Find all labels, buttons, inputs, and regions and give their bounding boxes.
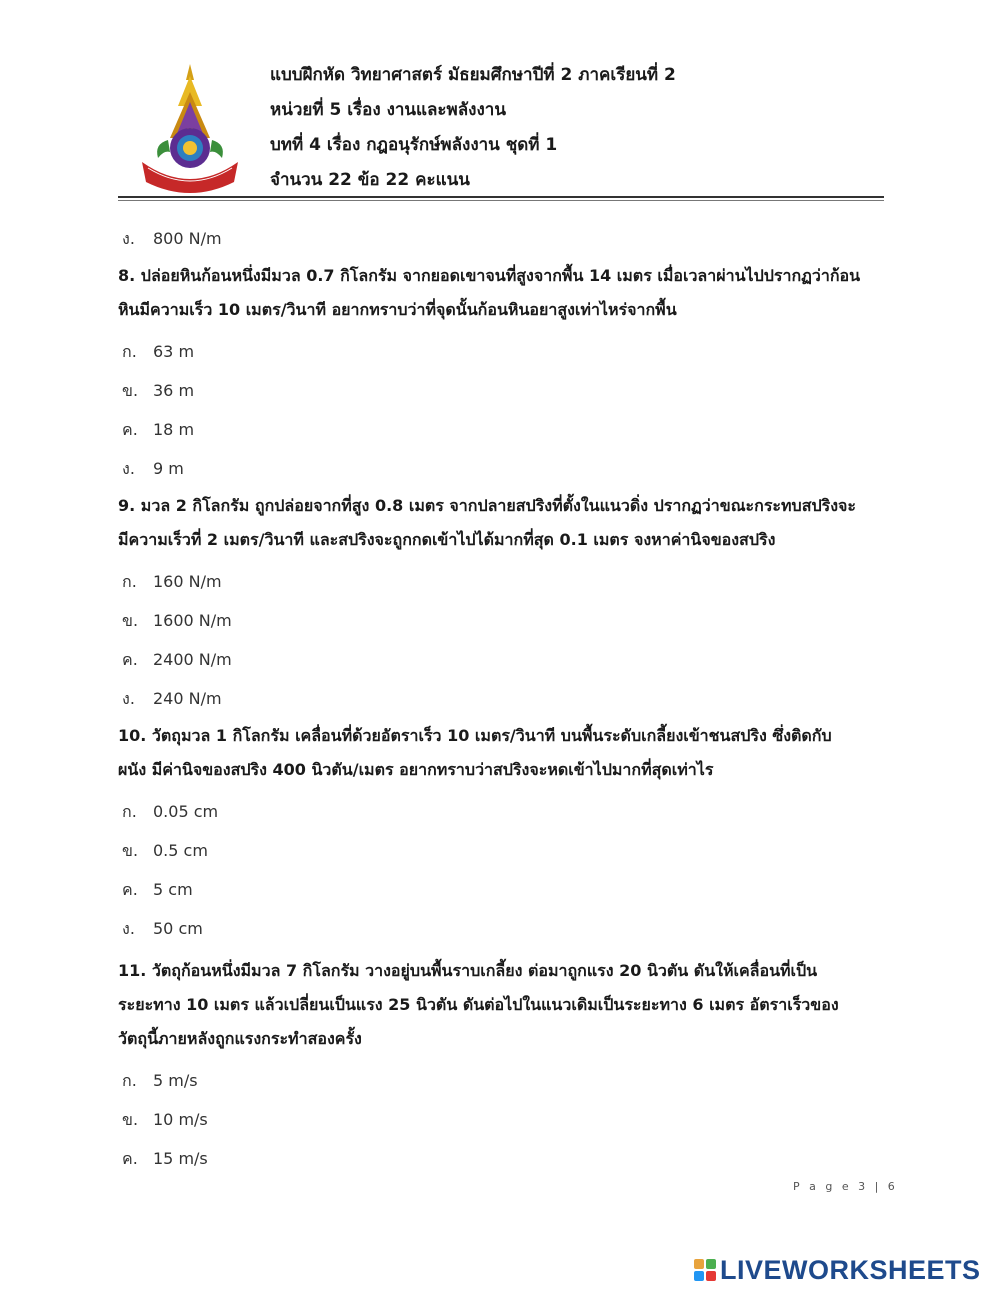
option-marker: ค. <box>122 420 138 439</box>
question-text-line: 10. วัตถุมวล 1 กิโลกรัม เคลื่อนที่ด้วยอัตราเร็ว 10 เมตร/วินาที บนพื้นระดับเกลี้ยงเข้าชนสปริง ซึ่งติดกับ <box>118 726 832 745</box>
option-text: 18 m <box>153 420 195 439</box>
question-8 <box>118 259 860 327</box>
liveworksheets-squares-icon <box>694 1259 716 1281</box>
option-text: 5 m/s <box>153 1071 198 1090</box>
option-text: 15 m/s <box>153 1149 208 1168</box>
question-9 <box>118 489 856 557</box>
answer-option[interactable] <box>122 648 232 673</box>
option-marker: ง. <box>122 229 135 248</box>
option-text: 9 m <box>153 459 184 478</box>
option-text: 10 m/s <box>153 1110 208 1129</box>
option-marker: ง. <box>122 459 135 478</box>
answer-option[interactable] <box>122 457 184 482</box>
question-text-line: 9. มวล 2 กิโลกรัม ถูกปล่อยจากที่สูง 0.8 เมตร จากปลายสปริงที่ตั้งในแนวดิ่ง ปรากฏว่าขณะกระทบสปริงจะ <box>118 496 857 515</box>
answer-option[interactable] <box>122 800 218 825</box>
option-marker: ก. <box>122 572 137 591</box>
answer-option[interactable] <box>122 1108 208 1133</box>
option-text: 36 m <box>153 381 195 400</box>
answer-option[interactable] <box>122 1147 208 1172</box>
question-text-line: วัตถุนี้ภายหลังถูกแรงกระทำสองครั้ง <box>118 1029 362 1048</box>
answer-option[interactable] <box>122 839 208 864</box>
header-line: บทที่ 4 เรื่อง กฎอนุรักษ์พลังงาน ชุดที่ 1 <box>270 135 558 155</box>
option-marker: ข. <box>122 1110 139 1129</box>
page-number: P a g e 3 | 6 <box>793 1180 898 1193</box>
question-11 <box>118 954 839 1056</box>
question-text-line: ผนัง มีค่านิจของสปริง 400 นิวตัน/เมตร อยากทราบว่าสปริงจะหดเข้าไปมากที่สุดเท่าไร <box>118 760 714 779</box>
option-text: 50 cm <box>153 919 203 938</box>
question-text-line: 8. ปล่อยหินก้อนหนึ่งมีมวล 0.7 กิโลกรัม จากยอดเขาจนที่สูงจากพื้น 14 เมตร เมื่อเวลาผ่านไปปรากฏว่าก้อน <box>118 266 861 285</box>
question-text-line: ระยะทาง 10 เมตร แล้วเปลี่ยนเป็นแรง 25 นิวตัน ดันต่อไปในแนวเดิมเป็นระยะทาง 6 เมตร อัตราเร็วของ <box>118 995 839 1014</box>
option-marker: ง. <box>122 919 135 938</box>
answer-option[interactable] <box>122 609 232 634</box>
option-text: 5 cm <box>153 880 193 899</box>
question-text-line: หินมีความเร็ว 10 เมตร/วินาที อยากทราบว่าที่จุดนั้นก้อนหินอยาสูงเท่าไหร่จากพื้น <box>118 300 677 319</box>
option-text: 240 N/m <box>153 689 222 708</box>
option-marker: ค. <box>122 880 138 899</box>
worksheet-header <box>270 58 676 198</box>
question-text-line: มีความเร็วที่ 2 เมตร/วินาที และสปริงจะถูกกดเข้าไปได้มากที่สุด 0.1 เมตร จงหาค่านิจของสปริง <box>118 530 776 549</box>
question-10 <box>118 719 832 787</box>
option-marker: ก. <box>122 1071 137 1090</box>
school-emblem-logo <box>134 58 246 194</box>
option-text: 0.5 cm <box>153 841 208 860</box>
answer-option[interactable] <box>122 379 194 404</box>
liveworksheets-wordmark: LIVEWORKSHEETS <box>720 1254 981 1285</box>
option-marker: ค. <box>122 650 138 669</box>
option-marker: ข. <box>122 611 139 630</box>
option-text: 63 m <box>153 342 195 361</box>
option-marker: ค. <box>122 1149 138 1168</box>
answer-option <box>122 227 222 252</box>
answer-option[interactable] <box>122 687 222 712</box>
question-text-line: 11. วัตถุก้อนหนึ่งมีมวล 7 กิโลกรัม วางอยู่บนพื้นราบเกลี้ยง ต่อมาถูกแรง 20 นิวตัน ดันให้เคลื่อนที่เป็น <box>118 961 818 980</box>
header-line: หน่วยที่ 5 เรื่อง งานและพลังงาน <box>270 100 506 120</box>
answer-option[interactable] <box>122 1069 198 1094</box>
answer-option[interactable] <box>122 340 194 365</box>
header-divider <box>118 200 884 201</box>
answer-option[interactable] <box>122 878 193 903</box>
liveworksheets-logo[interactable] <box>694 1255 981 1285</box>
answer-option[interactable] <box>122 418 194 443</box>
option-text: 2400 N/m <box>153 650 232 669</box>
option-marker: ก. <box>122 802 137 821</box>
header-divider <box>118 196 884 198</box>
answer-option[interactable] <box>122 570 222 595</box>
option-text: 800 N/m <box>153 229 222 248</box>
header-line: จำนวน 22 ข้อ 22 คะแนน <box>270 170 470 190</box>
option-text: 160 N/m <box>153 572 222 591</box>
header-line: แบบฝึกหัด วิทยาศาสตร์ มัธยมศึกษาปีที่ 2 ภาคเรียนที่ 2 <box>270 65 676 85</box>
option-marker: ง. <box>122 689 135 708</box>
option-marker: ก. <box>122 342 137 361</box>
option-marker: ข. <box>122 381 139 400</box>
option-text: 0.05 cm <box>153 802 219 821</box>
option-text: 1600 N/m <box>153 611 232 630</box>
answer-option[interactable] <box>122 917 203 942</box>
option-marker: ข. <box>122 841 139 860</box>
